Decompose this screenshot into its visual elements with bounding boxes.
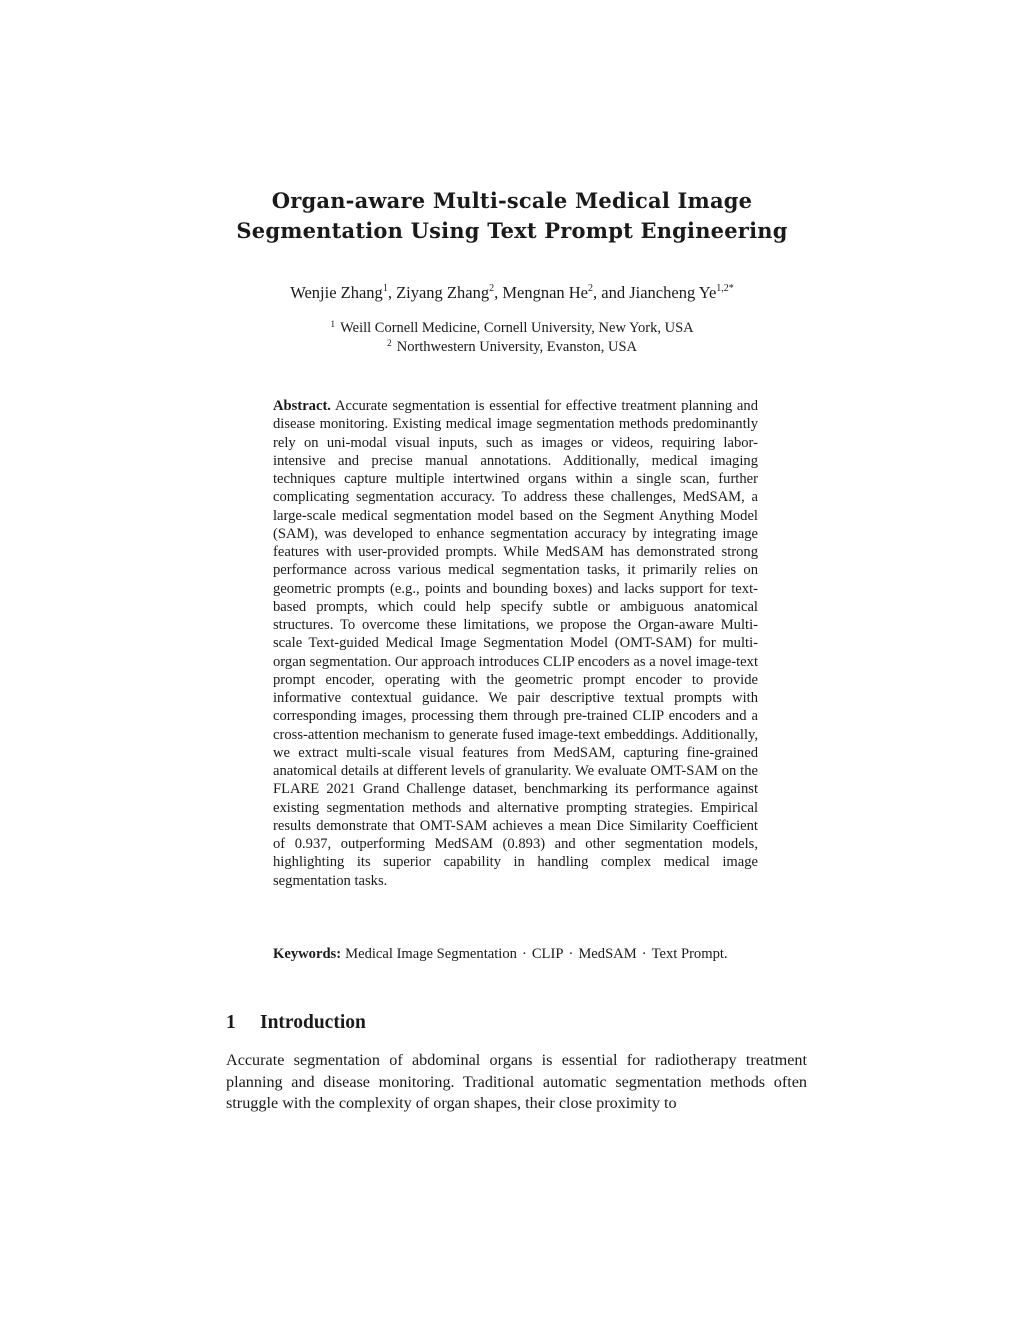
section-number: 1	[226, 1012, 236, 1033]
keyword: MedSAM	[578, 946, 637, 962]
section-title: Introduction	[260, 1012, 366, 1033]
keyword: Medical Image Segmentation	[345, 946, 517, 962]
affiliation-mark: 1	[330, 320, 336, 330]
author-affiliation-mark: 1	[382, 283, 388, 294]
abstract-label: Abstract.	[273, 398, 331, 414]
affiliation-text: Northwestern University, Evanston, USA	[396, 339, 638, 355]
author-name: Mengnan He	[502, 283, 589, 302]
title-line-2: Segmentation Using Text Prompt Engineering	[236, 218, 788, 243]
keyword-separator: ·	[641, 946, 647, 962]
affiliation-list	[0, 319, 1024, 357]
affiliation	[0, 319, 1024, 338]
keywords-label: Keywords:	[273, 946, 342, 962]
affiliation	[0, 338, 1024, 357]
affiliation-mark: 2	[386, 339, 392, 349]
keyword-separator: ·	[521, 946, 527, 962]
section-body: Accurate segmentation of abdominal organs is essential for radiotherapy treatment planning and disease monitoring. Traditional automatic segmentation methods often struggle with the complexity of organ shapes, their close proximity to	[226, 1051, 807, 1112]
author-affiliation-mark: 2	[588, 283, 594, 294]
author-name: Ziyang Zhang	[396, 283, 490, 302]
keyword-separator: ·	[568, 946, 574, 962]
author-affiliation-mark: 2	[489, 283, 495, 294]
affiliation-text: Weill Cornell Medicine, Cornell University, New York, USA	[340, 320, 694, 336]
author-affiliation-mark: 1,2*	[716, 283, 734, 294]
paper-title	[0, 186, 1024, 246]
abstract	[273, 397, 758, 890]
keyword: Text Prompt.	[651, 946, 728, 962]
author-separator: ,	[494, 283, 503, 302]
author-name: Wenjie Zhang	[290, 283, 383, 302]
title-line-1: Organ-aware Multi-scale Medical Image	[271, 188, 753, 213]
author-separator: ,	[387, 283, 397, 302]
keyword: CLIP	[531, 946, 564, 962]
abstract-text: Accurate segmentation is essential for effective treatment planning and disease monitoring. Existing medical image segmentation methods predominantly rely on uni-modal visual inputs, such as images or videos, requiring labor-intensive and precise manual annotations. Additionally, medical imaging techniques capture multiple intertwined organs within a single scan, further complicating segmentation accuracy. To address these challenges, MedSAM, a large-scale medical segmentation model based on the Segment Anything Model (SAM), was developed to enhance segmentation accuracy by integrating image features with user-provided prompts. While MedSAM has demonstrated strong performance across various medical segmentation tasks, it primarily relies on geometric prompts (e.g., points and bounding boxes) and lacks support for text-based prompts, which could help specify subtle or ambiguous anatomical structures. To overcome these limitations, we propose the Organ-aware Multi-scale Text-guided Medical Image Segmentation Model (OMT-SAM) for multi-organ segmentation. Our approach introduces CLIP encoders as a novel image-text prompt encoder, operating with the geometric prompt encoder to provide informative contextual guidance. We pair descriptive textual prompts with corresponding images, processing them through pre-trained CLIP encoders and a cross-attention mechanism to generate fused image-text embeddings. Additionally, we extract multi-scale visual features from MedSAM, capturing fine-grained anatomical details at different levels of granularity. We evaluate OMT-SAM on the FLARE 2021 Grand Challenge dataset, benchmarking its performance against existing segmentation methods and alternative prompting strategies. Empirical results demonstrate that OMT-SAM achieves a mean Dice Similarity Coefficient of 0.937, outperforming MedSAM (0.893) and other segmentation models, highlighting its superior capability in handling complex medical image segmentation tasks.	[273, 398, 758, 889]
author-name: Jiancheng Ye	[629, 283, 717, 302]
author-list	[0, 282, 1024, 304]
author-separator: , and	[593, 283, 630, 302]
keywords	[273, 945, 758, 964]
section-heading	[226, 1010, 366, 1036]
